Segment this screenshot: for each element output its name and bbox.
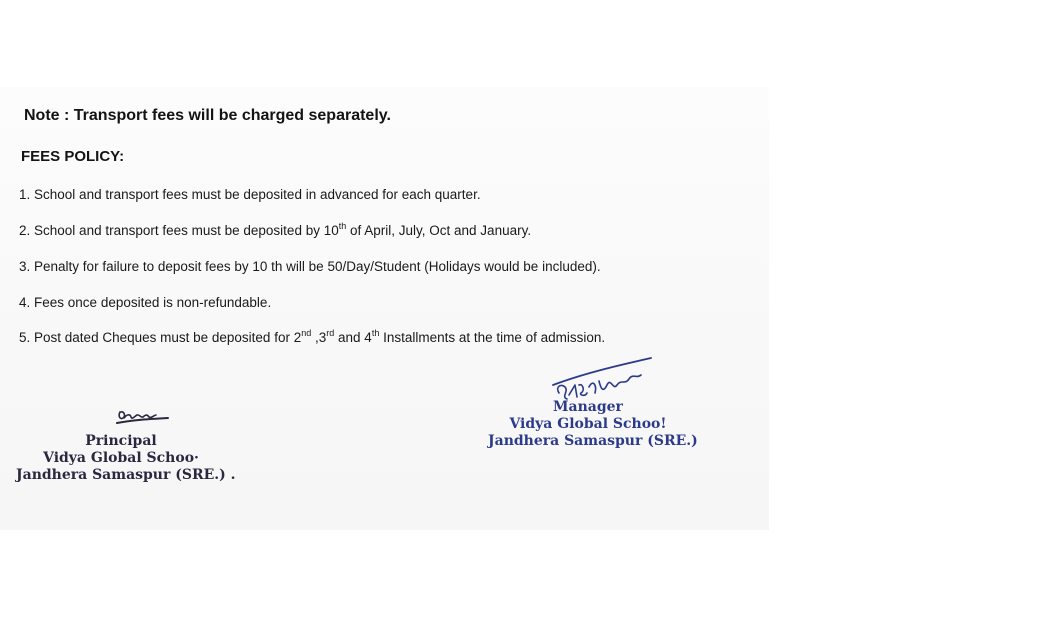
transport-fee-note: Note : Transport fees will be charged separately. xyxy=(24,107,391,124)
principal-school-name: Vidya Global Schoo· xyxy=(43,449,199,466)
manager-title: Manager xyxy=(553,399,623,415)
policy-item-number: 1. xyxy=(19,187,31,202)
policy-item-number: 4. xyxy=(19,295,31,310)
manager-location: Jandhera Samaspur (SRE.) xyxy=(488,432,698,449)
policy-item-3 xyxy=(19,259,601,274)
policy-item-text-cont: and 4 xyxy=(334,330,372,345)
manager-stamp xyxy=(488,399,698,449)
policy-item-1 xyxy=(19,187,481,202)
policy-item-text: School and transport fees must be deposited by 10 xyxy=(34,223,339,238)
principal-stamp xyxy=(16,433,236,483)
principal-title: Principal xyxy=(85,433,157,449)
policy-item-text-cont: Installments at the time of admission. xyxy=(379,330,606,345)
policy-item-number: 5. xyxy=(19,330,31,345)
policy-item-text: Fees once deposited is non-refundable. xyxy=(34,295,272,310)
policy-item-5 xyxy=(19,330,605,345)
policy-item-text: Post dated Cheques must be deposited for 2 xyxy=(34,330,302,345)
fees-policy-heading: FEES POLICY: xyxy=(21,148,125,165)
policy-item-text: Penalty for failure to deposit fees by 10 th will be 50/Day/Student (Holidays would be included). xyxy=(34,259,601,274)
manager-school-name: Vidya Global Schoo! xyxy=(509,415,667,432)
policy-item-4 xyxy=(19,295,271,310)
principal-location: Jandhera Samaspur (SRE.) . xyxy=(16,466,236,483)
superscript: th xyxy=(338,221,347,231)
policy-item-2 xyxy=(19,223,531,238)
manager-signature xyxy=(545,355,655,405)
superscript: th xyxy=(371,328,380,338)
policy-item-number: 2. xyxy=(19,223,31,238)
policy-item-number: 3. xyxy=(19,259,31,274)
policy-item-text: School and transport fees must be deposited in advanced for each quarter. xyxy=(34,187,481,202)
principal-signature xyxy=(114,406,170,428)
superscript: rd xyxy=(326,328,335,338)
policy-item-text-cont: ,3 xyxy=(311,330,327,345)
superscript: nd xyxy=(301,328,312,338)
policy-item-text-cont: of April, July, Oct and January. xyxy=(346,223,532,238)
